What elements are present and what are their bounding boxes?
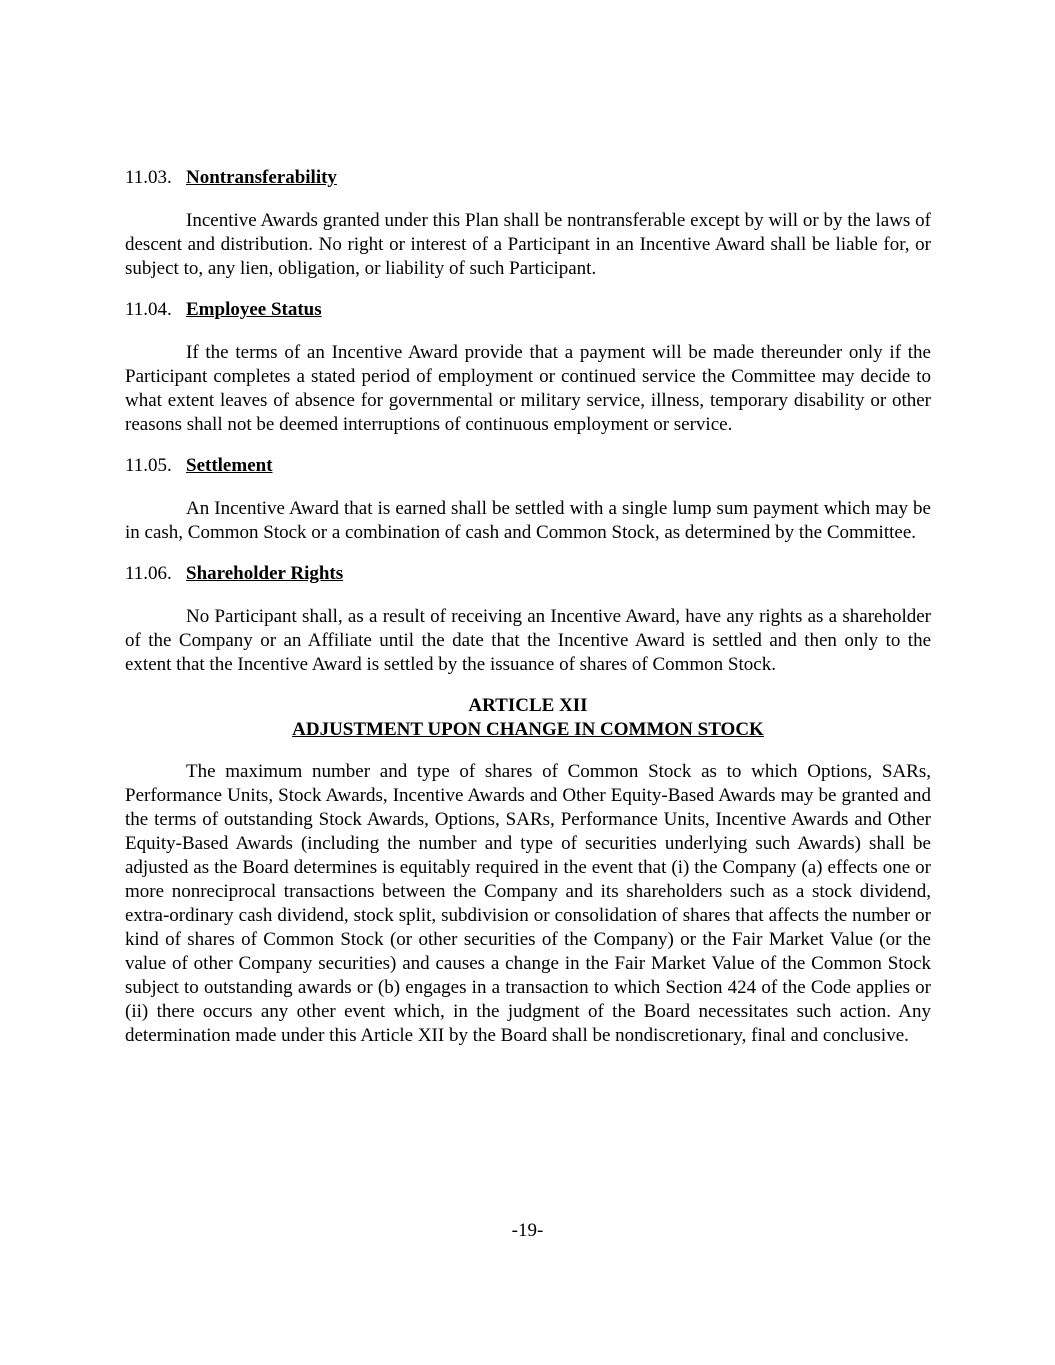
section-body: If the terms of an Incentive Award provide that a payment will be made thereunder only if the Participant completes a stated period of employment or continued service the Committee may decide to what extent leaves of absence for governmental or military service, illness, temporary disability or other reasons shall not be deemed interruptions of continuous employment or service.	[125, 342, 931, 435]
section-title: Employee Status	[186, 299, 322, 320]
section-11-05	[125, 454, 931, 545]
section-title: Nontransferability	[186, 167, 337, 188]
document-page	[125, 166, 931, 1065]
section-heading	[125, 454, 931, 478]
section-number: 11.06.	[125, 563, 172, 584]
section-number: 11.05.	[125, 455, 172, 476]
section-body: An Incentive Award that is earned shall be settled with a single lump sum payment which may be in cash, Common Stock or a combination of cash and Common Stock, as determined by the Committee.	[125, 498, 931, 543]
section-number: 11.04.	[125, 299, 172, 320]
section-body: Incentive Awards granted under this Plan shall be nontransferable except by will or by the laws of descent and distribution. No right or interest of a Participant in an Incentive Award shall be liable for, or subject to, any lien, obligation, or liability of such Participant.	[125, 210, 931, 279]
section-heading	[125, 298, 931, 322]
article-title: ADJUSTMENT UPON CHANGE IN COMMON STOCK	[292, 719, 764, 740]
section-title: Settlement	[186, 455, 273, 476]
section-title: Shareholder Rights	[186, 563, 344, 584]
section-heading	[125, 562, 931, 586]
section-11-03	[125, 166, 931, 281]
page-number: -19-	[511, 1220, 544, 1241]
article-label: ARTICLE XII	[468, 695, 588, 716]
section-11-06	[125, 562, 931, 677]
article-heading	[125, 694, 931, 742]
section-number: 11.03.	[125, 167, 172, 188]
section-body: No Participant shall, as a result of receiving an Incentive Award, have any rights as a shareholder of the Company or an Affiliate until the date that the Incentive Award is settled and then only to the extent that the Incentive Award is settled by the issuance of shares of Common Stock.	[125, 606, 931, 675]
section-11-04	[125, 298, 931, 437]
article-body: The maximum number and type of shares of Common Stock as to which Options, SARs, Performance Units, Stock Awards, Incentive Awards and Other Equity-Based Awards may be granted and the terms of outstanding Stock Awards, Options, SARs, Performance Units, Incentive Awards and Other Equity-Based Awards (including the number and type of securities underlying such Awards) shall be adjusted as the Board determines is equitably required in the event that (i) the Company (a) effects one or more nonreciprocal transactions between the Company and its shareholders such as a stock dividend, extra-ordinary cash dividend, stock split, subdivision or consolidation of shares that affects the number or kind of shares of Common Stock (or other securities of the Company) or the Fair Market Value (or the value of other Company securities) and causes a change in the Fair Market Value of the Common Stock subject to outstanding awards or (b) engages in a transaction to which Section 424 of the Code applies or (ii) there occurs any other event which, in the judgment of the Board necessitates such action. Any determination made under this Article XII by the Board shall be nondiscretionary, final and conclusive.	[125, 761, 931, 1046]
section-heading	[125, 166, 931, 190]
